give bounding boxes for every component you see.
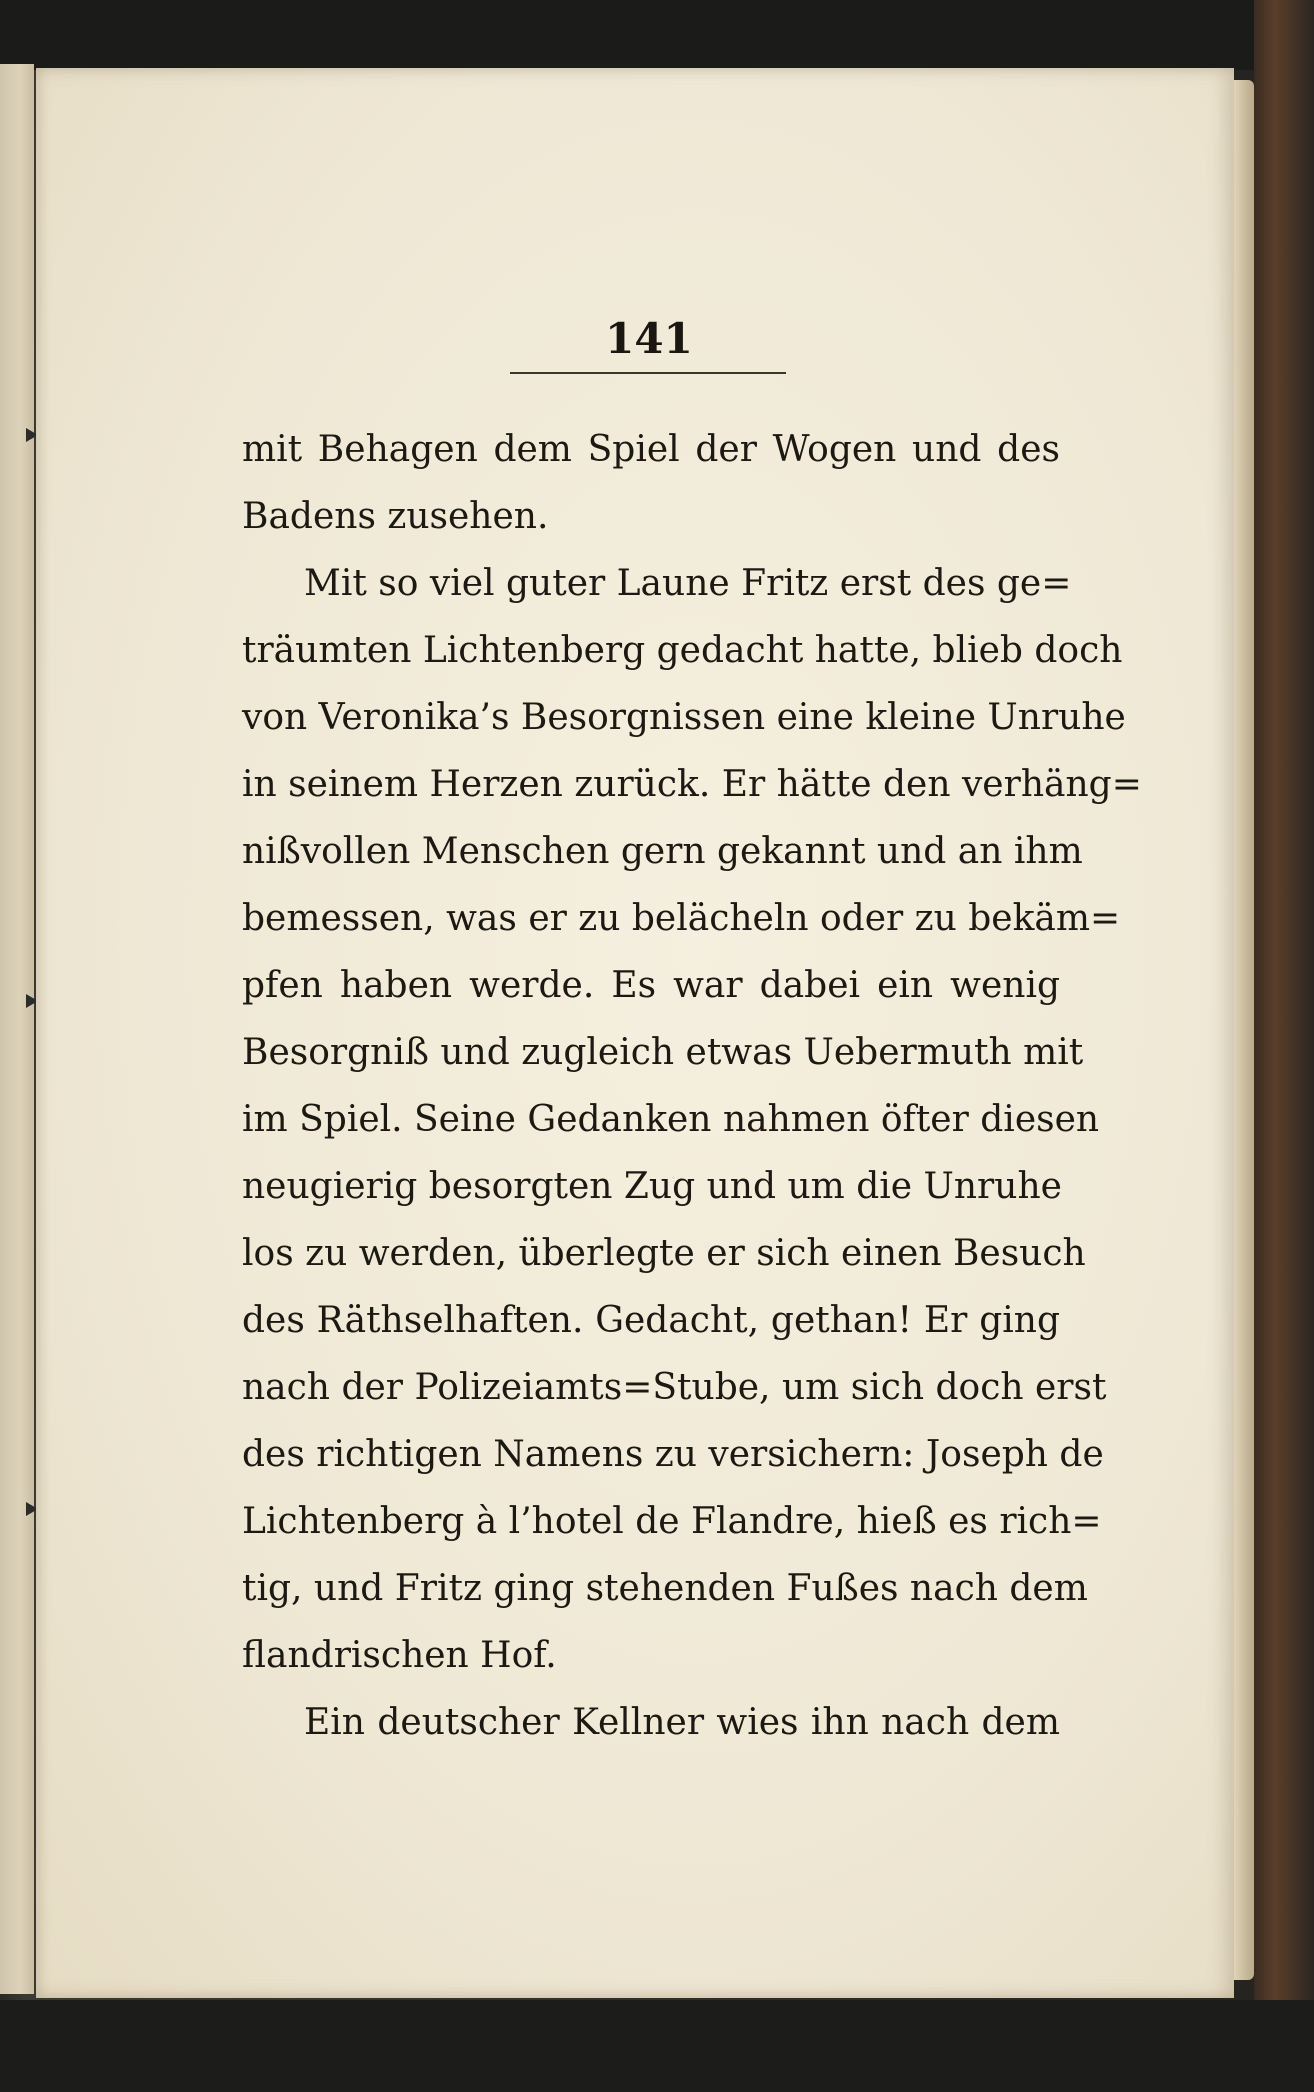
text-line: nißvollen Menschen gern gekannt und an ihm [242, 831, 1083, 872]
text-line: im Spiel. Seine Gedanken nahmen öfter diesen [242, 1099, 1100, 1140]
text-line: in seinem Herzen zurück. Er hätte den verhäng= [242, 764, 1142, 805]
text-line: Lichtenberg à l’hotel de Flandre, hieß es rich= [242, 1501, 1102, 1542]
text-line: flandrischen Hof. [242, 1635, 557, 1676]
facing-page-edge [0, 64, 34, 1994]
text-line: träumten Lichtenberg gedacht hatte, blieb doch [242, 630, 1123, 671]
book-cover-bottom [0, 2000, 1314, 2092]
book-cover-spine [1254, 0, 1314, 2092]
page-stack-edge [1232, 80, 1254, 1980]
text-line: des Räthselhaften. Gedacht, gethan! Er ging [242, 1300, 1060, 1341]
text-line: Ein deutscher Kellner wies ihn nach dem [304, 1702, 1060, 1743]
text-line: von Veronika’s Besorgnissen eine kleine Unruhe [242, 697, 1126, 738]
text-line: Mit so viel guter Laune Fritz erst des ge= [304, 563, 1072, 604]
text-line: Besorgniß und zugleich etwas Uebermuth mit [242, 1032, 1084, 1073]
book-cover-top [0, 0, 1314, 70]
text-line: tig, und Fritz ging stehenden Fußes nach dem [242, 1568, 1088, 1609]
book-page [36, 68, 1234, 1998]
paragraph [242, 1689, 1060, 1756]
paragraph [242, 416, 1060, 550]
text-line: mit Behagen dem Spiel der Wogen und des [242, 429, 1060, 470]
text-line: los zu werden, überlegte er sich einen Besuch [242, 1233, 1086, 1274]
text-line: nach der Polizeiamts=Stube, um sich doch erst [242, 1367, 1107, 1408]
header-rule [510, 372, 786, 374]
text-line: des richtigen Namens zu versichern: Joseph de [242, 1434, 1104, 1475]
text-line: pfen haben werde. Es war dabei ein wenig [242, 965, 1060, 1006]
text-line: bemessen, was er zu belächeln oder zu bekäm= [242, 898, 1121, 939]
text-line: Badens zusehen. [242, 496, 549, 537]
page-number: 141 [605, 314, 693, 363]
text-line: neugierig besorgten Zug und um die Unruhe [242, 1166, 1062, 1207]
paragraph [242, 550, 1142, 1689]
body-text [242, 416, 1142, 1756]
